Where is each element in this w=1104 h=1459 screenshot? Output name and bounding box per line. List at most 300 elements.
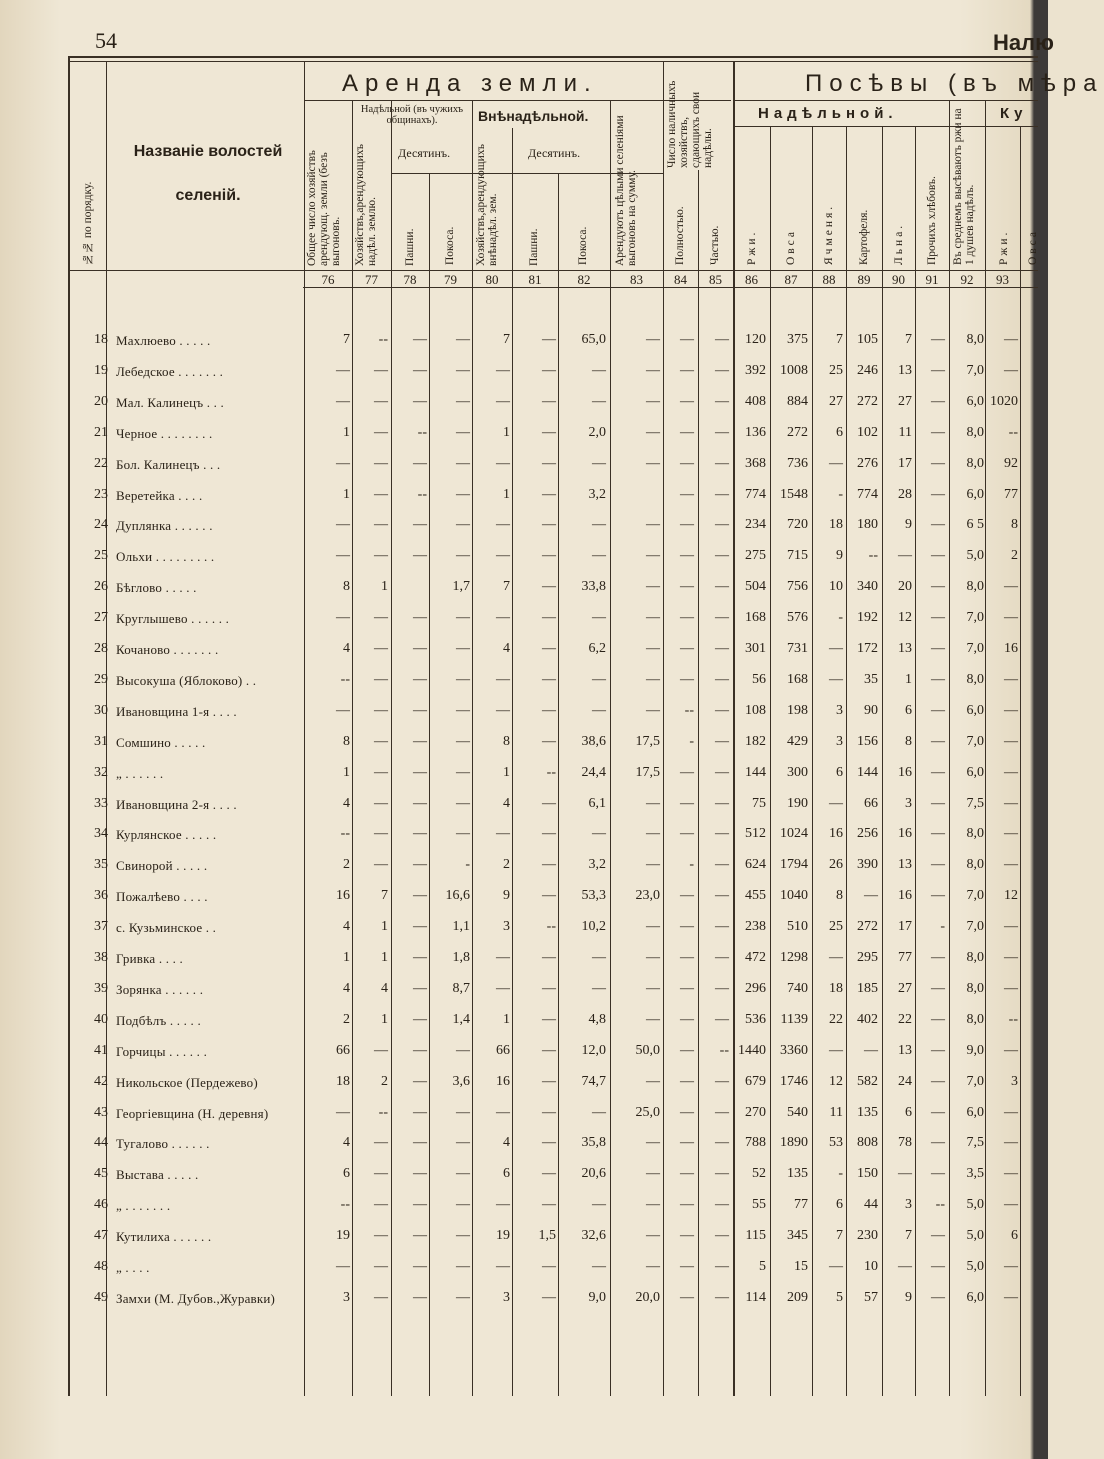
settlement-name: Зорянка . . . . . . bbox=[116, 981, 204, 997]
sublet-part-header: Частью. bbox=[709, 225, 721, 265]
table-cell: 18 bbox=[336, 1073, 350, 1089]
table-cell: — bbox=[374, 1197, 388, 1213]
table-cell: — bbox=[456, 455, 470, 471]
table-cell: — bbox=[456, 1135, 470, 1151]
table-cell: 12 bbox=[1004, 888, 1018, 904]
table-cell: — bbox=[680, 1135, 694, 1151]
table-cell: — bbox=[931, 424, 945, 440]
table-cell: 10 bbox=[864, 1259, 878, 1274]
table-cell: -- bbox=[340, 1197, 350, 1213]
table-cell: — bbox=[542, 641, 556, 656]
table-cell: — bbox=[715, 455, 729, 471]
table-cell: 25 bbox=[829, 362, 843, 378]
table-cell: — bbox=[592, 1197, 606, 1213]
settlement-name: „ . . . . . . . bbox=[116, 1198, 171, 1214]
table-cell: - bbox=[838, 486, 843, 502]
table-cell: 74,7 bbox=[581, 1073, 606, 1089]
row-index: 46 bbox=[94, 1197, 108, 1213]
table-cell: — bbox=[646, 1073, 660, 1089]
table-cell: -- bbox=[1008, 1011, 1018, 1027]
table-cell: — bbox=[646, 332, 660, 347]
table-cell: — bbox=[715, 486, 729, 502]
table-cell: — bbox=[715, 1228, 729, 1244]
table-cell: — bbox=[374, 486, 388, 502]
table-cell: — bbox=[456, 1228, 470, 1244]
table-cell: — bbox=[680, 641, 694, 656]
table-cell: — bbox=[413, 795, 427, 811]
oats-header: Овса bbox=[785, 228, 797, 265]
table-cell: — bbox=[542, 857, 556, 873]
table-cell: — bbox=[542, 548, 556, 564]
table-cell: 150 bbox=[857, 1166, 878, 1182]
table-cell: 246 bbox=[857, 362, 878, 378]
table-cell: 20,6 bbox=[581, 1166, 606, 1182]
table-row bbox=[80, 851, 1048, 881]
table-cell: — bbox=[646, 362, 660, 378]
table-cell: 295 bbox=[857, 950, 878, 965]
table-cell: 788 bbox=[745, 1135, 766, 1151]
table-cell: -- bbox=[935, 1197, 945, 1213]
table-cell: -- bbox=[546, 919, 556, 935]
table-cell: — bbox=[413, 826, 427, 842]
table-cell: — bbox=[592, 1259, 606, 1274]
table-cell: 402 bbox=[857, 1011, 878, 1027]
table-cell: 8 bbox=[836, 888, 843, 904]
table-cell: 4 bbox=[381, 980, 388, 996]
row-index: 28 bbox=[94, 641, 108, 656]
table-cell: — bbox=[336, 1104, 350, 1120]
arable2-header: Пашни. bbox=[528, 228, 540, 266]
table-cell: - bbox=[465, 857, 470, 873]
table-cell: 1,7 bbox=[452, 579, 470, 595]
table-cell: — bbox=[931, 362, 945, 378]
table-cell: — bbox=[931, 1104, 945, 1120]
table-cell: 6 bbox=[836, 424, 843, 440]
table-cell: -- bbox=[1008, 424, 1018, 440]
table-cell: 2 bbox=[343, 857, 350, 873]
table-cell: — bbox=[456, 393, 470, 409]
table-cell: 3 bbox=[905, 795, 912, 811]
table-cell: — bbox=[336, 517, 350, 533]
table-row bbox=[80, 357, 1048, 387]
table-cell: 8,0 bbox=[966, 455, 984, 471]
table-cell: 190 bbox=[787, 795, 808, 811]
table-cell: — bbox=[496, 980, 510, 996]
table-cell: 1 bbox=[503, 1011, 510, 1027]
table-cell: — bbox=[542, 393, 556, 409]
row-index: 40 bbox=[94, 1011, 108, 1027]
table-cell: — bbox=[336, 610, 350, 626]
table-cell: -- bbox=[417, 486, 427, 502]
table-cell: — bbox=[646, 1011, 660, 1027]
row-index: 48 bbox=[94, 1259, 108, 1274]
table-cell: 4 bbox=[343, 641, 350, 656]
table-cell: — bbox=[931, 486, 945, 502]
table-cell: — bbox=[646, 1259, 660, 1274]
table-cell: 16 bbox=[829, 826, 843, 842]
table-cell: — bbox=[931, 702, 945, 718]
table-cell: — bbox=[336, 702, 350, 718]
table-cell: 3360 bbox=[780, 1042, 808, 1058]
table-cell: 8 bbox=[503, 733, 510, 749]
table-cell: 28 bbox=[898, 486, 912, 502]
table-cell: 13 bbox=[898, 362, 912, 378]
table-cell: — bbox=[1004, 826, 1018, 842]
table-cell: 4 bbox=[503, 795, 510, 811]
table-row bbox=[80, 511, 1048, 541]
table-cell: 884 bbox=[787, 393, 808, 409]
table-cell: — bbox=[456, 1104, 470, 1120]
table-cell: 92 bbox=[1004, 455, 1018, 471]
table-cell: — bbox=[542, 517, 556, 533]
table-cell: — bbox=[646, 671, 660, 687]
table-cell: — bbox=[829, 455, 843, 471]
table-cell: — bbox=[829, 641, 843, 656]
table-cell: 20 bbox=[898, 579, 912, 595]
table-cell: 740 bbox=[787, 980, 808, 996]
table-cell: — bbox=[413, 1073, 427, 1089]
sublet-full-header: Полностью. bbox=[674, 206, 686, 265]
table-cell: — bbox=[413, 1289, 427, 1305]
table-cell: — bbox=[864, 888, 878, 904]
table-cell: — bbox=[646, 610, 660, 626]
table-cell: — bbox=[715, 950, 729, 965]
table-cell: 115 bbox=[745, 1228, 766, 1244]
table-cell: 6 bbox=[343, 1166, 350, 1182]
table-cell: 144 bbox=[745, 764, 766, 780]
table-cell: — bbox=[456, 733, 470, 749]
table-cell: — bbox=[413, 980, 427, 996]
table-cell: — bbox=[680, 671, 694, 687]
table-cell: 8 bbox=[343, 733, 350, 749]
table-cell: 78 bbox=[898, 1135, 912, 1151]
table-cell: — bbox=[374, 733, 388, 749]
top-rule bbox=[68, 56, 1038, 58]
table-cell: 5,0 bbox=[966, 1228, 984, 1244]
table-cell: — bbox=[715, 610, 729, 626]
row-index: 47 bbox=[94, 1228, 108, 1244]
row-index: 30 bbox=[94, 702, 108, 718]
table-cell: - bbox=[689, 857, 694, 873]
sowing-group-rule bbox=[733, 100, 1038, 101]
table-cell: 6 bbox=[905, 1104, 912, 1120]
nadel-rule bbox=[733, 126, 1038, 127]
settlement-name: Подбѣлъ . . . . . bbox=[116, 1012, 201, 1028]
table-cell: 1 bbox=[343, 486, 350, 502]
table-cell: 9 bbox=[836, 548, 843, 564]
table-cell: 234 bbox=[745, 517, 766, 533]
table-cell: 7 bbox=[905, 1228, 912, 1244]
table-cell: — bbox=[829, 950, 843, 965]
table-cell: -- bbox=[340, 826, 350, 842]
table-cell: — bbox=[715, 826, 729, 842]
table-cell: 272 bbox=[857, 919, 878, 935]
table-cell: 9 bbox=[905, 1289, 912, 1305]
table-cell: 8,0 bbox=[966, 671, 984, 687]
table-cell: — bbox=[715, 579, 729, 595]
table-cell: 19 bbox=[336, 1228, 350, 1244]
table-cell: — bbox=[931, 548, 945, 564]
arable-header: Пашни. bbox=[404, 228, 416, 266]
row-index: 36 bbox=[94, 888, 108, 904]
table-cell: 66 bbox=[864, 795, 878, 811]
table-cell: — bbox=[680, 1259, 694, 1274]
table-cell: 1139 bbox=[780, 1011, 808, 1027]
table-cell: 6 bbox=[836, 764, 843, 780]
table-cell: 1024 bbox=[780, 826, 808, 842]
table-cell: — bbox=[456, 1197, 470, 1213]
table-cell: 8,0 bbox=[966, 980, 984, 996]
table-cell: — bbox=[715, 671, 729, 687]
table-cell: 301 bbox=[745, 641, 766, 656]
table-cell: 57 bbox=[864, 1289, 878, 1305]
table-cell: 392 bbox=[745, 362, 766, 378]
table-cell: 230 bbox=[857, 1228, 878, 1244]
table-cell: — bbox=[374, 1289, 388, 1305]
other-grain-header: Прочихъ хлѣбовъ. bbox=[926, 176, 938, 265]
potato-header: Картофеля. bbox=[858, 209, 870, 265]
table-cell: 7,5 bbox=[966, 795, 984, 811]
settlement-name: Тугалово . . . . . . bbox=[116, 1136, 210, 1152]
table-cell: — bbox=[680, 393, 694, 409]
table-cell: 345 bbox=[787, 1228, 808, 1244]
table-cell: — bbox=[931, 1166, 945, 1182]
table-cell: 1 bbox=[343, 764, 350, 780]
table-cell: 8 bbox=[1011, 517, 1018, 533]
table-row bbox=[80, 697, 1048, 727]
left-border bbox=[68, 56, 70, 1396]
table-cell: 256 bbox=[857, 826, 878, 842]
table-cell: — bbox=[680, 548, 694, 564]
table-row bbox=[80, 666, 1048, 696]
table-cell: — bbox=[715, 362, 729, 378]
table-cell: — bbox=[374, 1228, 388, 1244]
table-cell: 6,0 bbox=[966, 393, 984, 409]
table-row bbox=[80, 759, 1048, 789]
col-number: 78 bbox=[403, 272, 417, 287]
table-cell: — bbox=[680, 362, 694, 378]
table-cell: — bbox=[931, 980, 945, 996]
table-cell: 24,4 bbox=[581, 764, 606, 780]
table-cell: 1040 bbox=[780, 888, 808, 904]
table-cell: 53,3 bbox=[581, 888, 606, 904]
table-row bbox=[80, 1006, 1048, 1036]
table-cell: 38,6 bbox=[581, 733, 606, 749]
table-cell: 8,0 bbox=[966, 332, 984, 347]
table-cell: — bbox=[646, 579, 660, 595]
table-cell: 50,0 bbox=[635, 1042, 660, 1058]
table-cell: 6,0 bbox=[966, 702, 984, 718]
sublet-header: Число наличныхъ хозяйствъ, сдающихъ свои надѣлы. bbox=[666, 80, 714, 168]
table-cell: 3 bbox=[836, 702, 843, 718]
table-cell: - bbox=[940, 919, 945, 935]
table-row bbox=[80, 1068, 1048, 1098]
table-cell: — bbox=[542, 1135, 556, 1151]
table-row bbox=[80, 635, 1048, 665]
table-cell: 22 bbox=[898, 1011, 912, 1027]
table-cell: 4 bbox=[343, 919, 350, 935]
table-cell: — bbox=[374, 424, 388, 440]
table-cell: - bbox=[689, 733, 694, 749]
table-cell: — bbox=[496, 950, 510, 965]
table-cell: 1 bbox=[381, 950, 388, 965]
table-cell: 756 bbox=[787, 579, 808, 595]
table-cell: 582 bbox=[857, 1073, 878, 1089]
table-cell: — bbox=[456, 517, 470, 533]
table-cell: 624 bbox=[745, 857, 766, 873]
table-row bbox=[80, 481, 1048, 511]
table-cell: 53 bbox=[829, 1135, 843, 1151]
table-row bbox=[80, 326, 1048, 356]
table-cell: — bbox=[646, 1228, 660, 1244]
table-cell: 2 bbox=[1011, 548, 1018, 564]
row-index: 22 bbox=[94, 455, 108, 471]
table-cell: — bbox=[592, 702, 606, 718]
table-cell: — bbox=[680, 455, 694, 471]
table-cell: — bbox=[931, 1228, 945, 1244]
table-cell: — bbox=[680, 888, 694, 904]
table-cell: 3 bbox=[905, 1197, 912, 1213]
table-cell: — bbox=[336, 548, 350, 564]
table-cell: 11 bbox=[829, 1104, 843, 1120]
table-cell: 7 bbox=[503, 579, 510, 595]
table-cell: — bbox=[413, 1228, 427, 1244]
settlement-name: Ивановщина 1-я . . . . bbox=[116, 703, 237, 719]
table-cell: 1 bbox=[503, 486, 510, 502]
barley-header: Ячменя. bbox=[823, 203, 835, 265]
table-cell: — bbox=[413, 517, 427, 533]
table-cell: 472 bbox=[745, 950, 766, 965]
table-cell: 25,0 bbox=[635, 1104, 660, 1120]
table-cell: — bbox=[413, 1011, 427, 1027]
table-cell: — bbox=[456, 1259, 470, 1274]
table-cell: — bbox=[456, 486, 470, 502]
table-cell: 1020 bbox=[990, 393, 1018, 409]
table-row bbox=[80, 388, 1048, 418]
table-cell: 12 bbox=[898, 610, 912, 626]
table-cell: — bbox=[374, 393, 388, 409]
table-cell: 9 bbox=[905, 517, 912, 533]
table-cell: — bbox=[592, 980, 606, 996]
table-cell: — bbox=[680, 795, 694, 811]
table-cell: 90 bbox=[864, 702, 878, 718]
table-cell: -- bbox=[546, 764, 556, 780]
table-row bbox=[80, 542, 1048, 572]
table-cell: 16,6 bbox=[445, 888, 470, 904]
table-cell: — bbox=[931, 857, 945, 873]
table-cell: — bbox=[374, 826, 388, 842]
table-cell: 276 bbox=[857, 455, 878, 471]
table-cell: 8,7 bbox=[452, 980, 470, 996]
table-cell: — bbox=[1004, 671, 1018, 687]
table-cell: — bbox=[1004, 1042, 1018, 1058]
table-cell: 429 bbox=[787, 733, 808, 749]
table-cell: — bbox=[413, 393, 427, 409]
table-cell: — bbox=[496, 610, 510, 626]
table-cell: — bbox=[456, 641, 470, 656]
col-number: 77 bbox=[365, 272, 378, 287]
col-number: 84 bbox=[674, 272, 687, 287]
row-index: 25 bbox=[94, 548, 108, 564]
table-cell: -- bbox=[340, 671, 350, 687]
settlement-name: Ольхи . . . . . . . . . bbox=[116, 549, 215, 565]
table-cell: — bbox=[931, 764, 945, 780]
table-cell: — bbox=[931, 332, 945, 347]
table-cell: 22 bbox=[829, 1011, 843, 1027]
table-cell: 736 bbox=[787, 455, 808, 471]
table-cell: — bbox=[413, 1104, 427, 1120]
table-row bbox=[80, 1253, 1048, 1283]
row-index: 33 bbox=[94, 795, 108, 811]
table-cell: — bbox=[680, 1104, 694, 1120]
table-cell: — bbox=[374, 857, 388, 873]
table-cell: — bbox=[931, 579, 945, 595]
col-number: 88 bbox=[822, 272, 836, 287]
table-cell: — bbox=[715, 795, 729, 811]
table-cell: — bbox=[1004, 702, 1018, 718]
table-cell: — bbox=[680, 1042, 694, 1058]
table-cell: 6,0 bbox=[966, 1289, 984, 1305]
table-cell: — bbox=[374, 1259, 388, 1274]
flax-header: Льна. bbox=[893, 222, 905, 265]
table-cell: — bbox=[374, 671, 388, 687]
table-cell: 774 bbox=[857, 486, 878, 502]
table-cell: — bbox=[496, 455, 510, 471]
row-index: 42 bbox=[94, 1073, 108, 1089]
settlement-name: Курлянское . . . . . bbox=[116, 827, 217, 843]
table-cell: 102 bbox=[857, 424, 878, 440]
table-cell: 3,2 bbox=[588, 857, 606, 873]
table-cell: 13 bbox=[898, 641, 912, 656]
table-cell: — bbox=[413, 1197, 427, 1213]
table-cell: 15 bbox=[794, 1259, 808, 1274]
table-cell: 270 bbox=[745, 1104, 766, 1120]
table-cell: — bbox=[1004, 1166, 1018, 1182]
table-cell: 1794 bbox=[780, 857, 808, 873]
table-cell: — bbox=[374, 764, 388, 780]
table-cell: — bbox=[592, 455, 606, 471]
table-cell: 275 bbox=[745, 548, 766, 564]
table-cell: — bbox=[646, 517, 660, 533]
nadel-households-header: Хозяйствъ,арендующихъ надѣл. землю. bbox=[354, 144, 378, 266]
table-cell: 65,0 bbox=[581, 332, 606, 347]
table-cell: — bbox=[542, 795, 556, 811]
table-cell: 8 bbox=[905, 733, 912, 749]
table-cell: — bbox=[931, 1042, 945, 1058]
table-row bbox=[80, 882, 1048, 912]
table-cell: — bbox=[715, 764, 729, 780]
row-index: 32 bbox=[94, 764, 108, 780]
table-cell: — bbox=[1004, 857, 1018, 873]
table-cell: — bbox=[715, 517, 729, 533]
table-cell: — bbox=[898, 1259, 912, 1274]
table-row bbox=[80, 790, 1048, 820]
table-cell: — bbox=[374, 610, 388, 626]
col-number: 83 bbox=[630, 272, 643, 287]
table-cell: 185 bbox=[857, 980, 878, 996]
table-cell: 114 bbox=[745, 1289, 766, 1305]
settlement-name: Свинорой . . . . . bbox=[116, 858, 208, 874]
table-cell: — bbox=[680, 919, 694, 935]
table-cell: — bbox=[542, 579, 556, 595]
top-rule-2 bbox=[68, 61, 1038, 62]
table-cell: — bbox=[456, 610, 470, 626]
table-cell: 6,1 bbox=[588, 795, 606, 811]
table-cell: 55 bbox=[752, 1197, 766, 1213]
table-row bbox=[80, 1222, 1048, 1252]
table-row bbox=[80, 1191, 1048, 1221]
table-cell: — bbox=[413, 919, 427, 935]
